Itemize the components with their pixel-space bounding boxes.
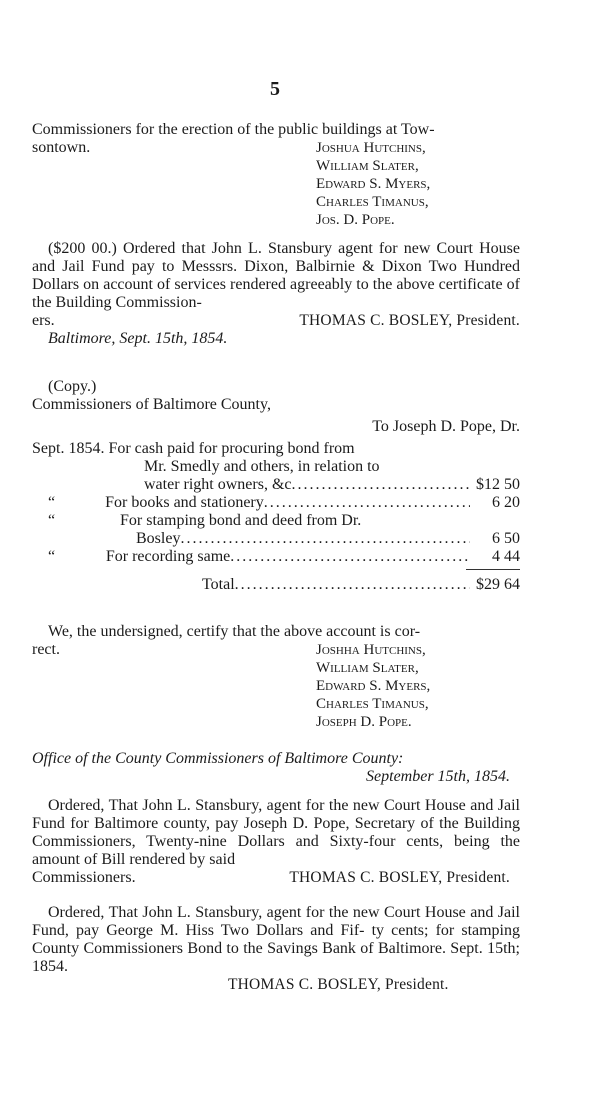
- president-signature: THOMAS C. BOSLEY, President.: [228, 976, 449, 993]
- certificate-text: Commissioners for the erection of the public buildings at Tow-: [32, 121, 435, 138]
- order-body: Ordered that John L. Stansbury agent for new Court House and Jail Fund pay to Messsrs. Dixon, Balbirnie & Dixon Two Hundred Dollars on account of services rendered agreeably to the above certificate of the Building Commission-: [32, 240, 521, 311]
- account-certification: [32, 623, 520, 731]
- signature-2: William Slater,: [316, 660, 419, 676]
- order-200: [32, 240, 520, 348]
- account-item: water right owners, &c ..... $12 50: [32, 476, 520, 494]
- item-amount: 6 50: [492, 530, 520, 547]
- certify-text: We, the undersigned, certify that the above account is cor-: [48, 623, 421, 640]
- signature-4: Charles Timanus,: [316, 194, 429, 210]
- certificate-text-cont: sontown.: [32, 139, 91, 156]
- certify-text-cont: rect.: [32, 641, 60, 658]
- item-1-line-2: Mr. Smedly and others, in relation to: [144, 458, 380, 475]
- item-amount: 6 20: [492, 494, 520, 511]
- page-number: 5: [270, 78, 280, 100]
- order-amount: ($200 00.): [48, 240, 117, 257]
- account-item: “ For stamping bond and deed from Dr.: [48, 512, 362, 529]
- signature-1: Joshha Hutchins,: [316, 642, 426, 658]
- account-statement: [32, 378, 520, 594]
- signature-5: Jos. D. Pope.: [316, 212, 395, 228]
- order-pope: [32, 797, 520, 887]
- signature-1: Joshua Hutchins,: [316, 140, 426, 156]
- order-body: Ordered, That John L. Stansbury, agent for the new Court House and Jail Fund for Baltimore county, pay Joseph D. Pope, Secretary of the Building Commissioners, Twenty-nine Dollars and Sixty-four cents, being the amount of Bill rendered by said: [32, 797, 520, 868]
- account-to: To Joseph D. Pope, Dr.: [372, 418, 520, 435]
- account-total: Total ..... $29 64: [32, 576, 520, 594]
- office-title: Office of the County Commissioners of Baltimore County:: [32, 750, 404, 767]
- account-item: “ For books and stationery ..... 6 20: [32, 494, 520, 512]
- total-amount: $29 64: [476, 576, 520, 593]
- account-item: Bosley ..... 6 50: [32, 530, 520, 548]
- total-rule: [466, 569, 520, 570]
- order-hiss: [32, 904, 520, 994]
- item-amount: 4 44: [492, 548, 520, 565]
- item-1-line-1: For cash paid for procuring bond from: [108, 440, 355, 457]
- account-date: Sept. 1854.: [32, 440, 105, 457]
- account-addressee: Commissioners of Baltimore County,: [32, 396, 271, 413]
- office-date: September 15th, 1854.: [366, 768, 510, 785]
- commissioners-certificate: [32, 121, 520, 229]
- order-body-end: ers.: [32, 312, 55, 329]
- signature-3: Edward S. Myers,: [316, 678, 431, 694]
- account-item: “ For recording same ..... 4 44: [32, 548, 520, 566]
- order-body-end: Commissioners.: [32, 869, 136, 886]
- signature-3: Edward S. Myers,: [316, 176, 431, 192]
- item-amount: $12 50: [476, 476, 520, 493]
- order-dateline: Baltimore, Sept. 15th, 1854.: [48, 330, 228, 347]
- signature-5: Joseph D. Pope.: [316, 714, 412, 730]
- order-body: Ordered, That John L. Stansbury, agent for the new Court House and Jail Fund, pay George M. Hiss Two Dollars and Fif- ty cents; for stamping County Commissioners Bond to the Savings Bank of Baltimore. Sept. 15th; 1854.: [32, 904, 520, 975]
- office-heading: [32, 750, 520, 786]
- copy-label: (Copy.): [48, 378, 97, 395]
- president-signature: THOMAS C. BOSLEY, President.: [299, 312, 520, 329]
- signature-2: William Slater,: [316, 158, 419, 174]
- signature-4: Charles Timanus,: [316, 696, 429, 712]
- president-signature: THOMAS C. BOSLEY, President.: [289, 869, 510, 886]
